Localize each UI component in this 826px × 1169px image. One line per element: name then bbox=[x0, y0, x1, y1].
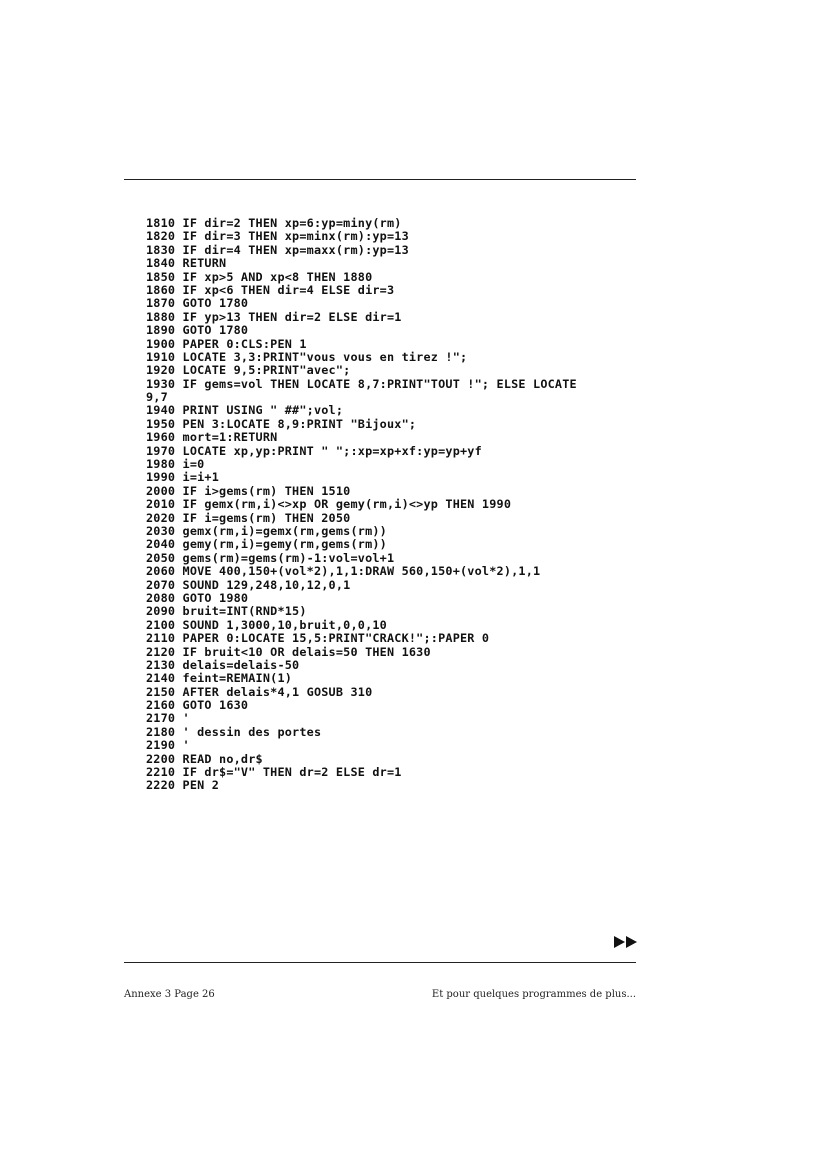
code-line: 2220 PEN 2 bbox=[146, 778, 220, 793]
code-line: 1940 PRINT USING " ##";vol; bbox=[146, 403, 344, 418]
code-line: 1830 IF dir=4 THEN xp=maxx(rm):yp=13 bbox=[146, 242, 409, 257]
code-line: 2090 bruit=INT(RND*15) bbox=[146, 604, 307, 619]
code-line: 2130 delais=delais-50 bbox=[146, 657, 300, 672]
code-line: 2010 IF gemx(rm,i)<>xp OR gemy(rm,i)<>yp THEN 1990 bbox=[146, 497, 512, 512]
code-line: 2180 ' dessin des portes bbox=[146, 724, 322, 739]
code-line: 1870 GOTO 1780 bbox=[146, 296, 249, 311]
code-line: 2150 AFTER delais*4,1 GOSUB 310 bbox=[146, 684, 373, 699]
code-line: 2000 IF i>gems(rm) THEN 1510 bbox=[146, 483, 351, 498]
code-line: 1950 PEN 3:LOCATE 8,9:PRINT "Bijoux"; bbox=[146, 416, 417, 431]
code-line: 2190 ' bbox=[146, 738, 190, 753]
code-line: 2080 GOTO 1980 bbox=[146, 590, 249, 605]
code-line: 2170 ' bbox=[146, 711, 190, 726]
code-line: 1840 RETURN bbox=[146, 256, 227, 271]
footer-book-title: Et pour quelques programmes de plus... bbox=[431, 989, 636, 1000]
code-line: 2110 PAPER 0:LOCATE 15,5:PRINT"CRACK!";:PAPER 0 bbox=[146, 631, 490, 646]
header-rule bbox=[124, 179, 636, 180]
code-line: 2160 GOTO 1630 bbox=[146, 698, 249, 713]
code-line: 1980 i=0 bbox=[146, 457, 205, 472]
code-line: 1920 LOCATE 9,5:PRINT"avec"; bbox=[146, 363, 351, 378]
code-line: 2050 gems(rm)=gems(rm)-1:vol=vol+1 bbox=[146, 550, 395, 565]
code-line: 1850 IF xp>5 AND xp<8 THEN 1880 bbox=[146, 269, 373, 284]
code-line: 9,7 bbox=[146, 390, 168, 405]
code-line: 2020 IF i=gems(rm) THEN 2050 bbox=[146, 510, 351, 525]
next-page-icon bbox=[614, 936, 638, 948]
code-line: 2210 IF dr$="V" THEN dr=2 ELSE dr=1 bbox=[146, 765, 402, 780]
code-line: 1820 IF dir=3 THEN xp=minx(rm):yp=13 bbox=[146, 229, 409, 244]
code-line: 1890 GOTO 1780 bbox=[146, 323, 249, 338]
code-line: 1910 LOCATE 3,3:PRINT"vous vous en tirez !"; bbox=[146, 349, 468, 364]
code-line: 1930 IF gems=vol THEN LOCATE 8,7:PRINT"TOUT !"; ELSE LOCATE bbox=[146, 376, 577, 391]
code-line: 1880 IF yp>13 THEN dir=2 ELSE dir=1 bbox=[146, 309, 402, 324]
code-line: 2100 SOUND 1,3000,10,bruit,0,0,10 bbox=[146, 617, 387, 632]
code-line: 2030 gemx(rm,i)=gemx(rm,gems(rm)) bbox=[146, 523, 387, 538]
code-line: 2200 READ no,dr$ bbox=[146, 751, 263, 766]
code-line: 2070 SOUND 129,248,10,12,0,1 bbox=[146, 577, 351, 592]
code-line: 2040 gemy(rm,i)=gemy(rm,gems(rm)) bbox=[146, 537, 387, 552]
footer-rule bbox=[124, 962, 636, 963]
code-line: 1960 mort=1:RETURN bbox=[146, 430, 278, 445]
code-line: 2120 IF bruit<10 OR delais=50 THEN 1630 bbox=[146, 644, 431, 659]
code-line: 1970 LOCATE xp,yp:PRINT " ";:xp=xp+xf:yp=yp+yf bbox=[146, 443, 482, 458]
code-line: 1810 IF dir=2 THEN xp=6:yp=miny(rm) bbox=[146, 216, 402, 230]
code-line: 1990 i=i+1 bbox=[146, 470, 220, 485]
code-line: 1860 IF xp<6 THEN dir=4 ELSE dir=3 bbox=[146, 282, 395, 297]
code-line: 2140 feint=REMAIN(1) bbox=[146, 671, 293, 686]
footer-page-label: Annexe 3 Page 26 bbox=[124, 989, 215, 1000]
code-line: 2060 MOVE 400,150+(vol*2),1,1:DRAW 560,150+(vol*2),1,1 bbox=[146, 564, 541, 579]
basic-listing bbox=[146, 217, 646, 793]
code-line: 1900 PAPER 0:CLS:PEN 1 bbox=[146, 336, 307, 351]
